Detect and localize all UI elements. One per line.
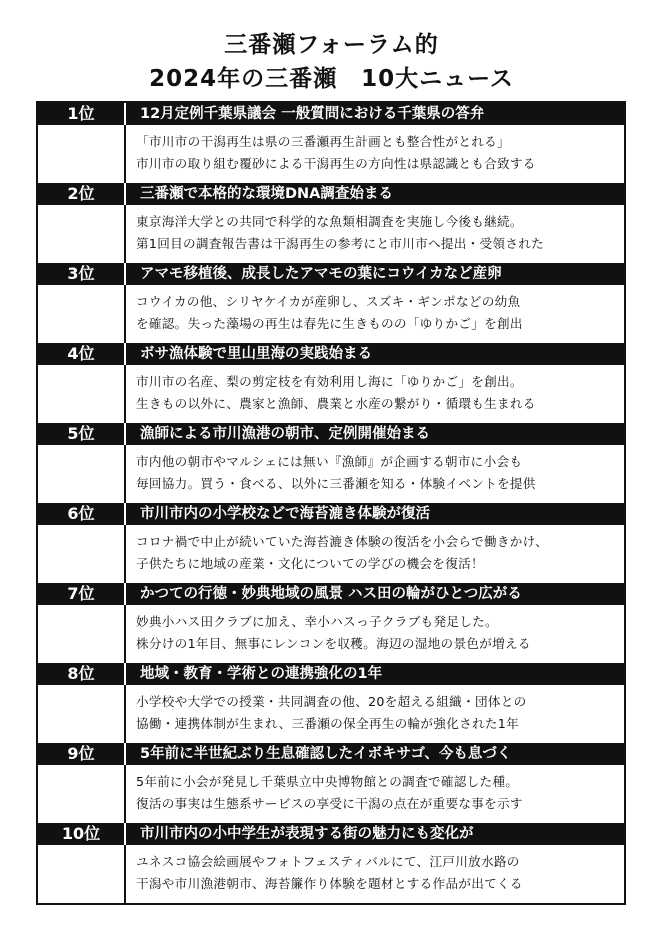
news-header [38,343,624,365]
news-body [38,605,624,663]
news-header [38,423,624,445]
rank-column [38,125,126,183]
news-headline: 漁師による市川漁港の朝市、定例開催始まる [140,426,430,442]
news-headline: かつての行徳・妙典地域の風景 ハス田の輪がひとつ広がる [140,586,522,602]
news-body [38,845,624,903]
description-line: 株分けの1年目、無事にレンコンを収穫。海辺の湿地の景色が増える [136,636,531,651]
news-headline: 5年前に半世紀ぶり生息確認したイボキサゴ、今も息づく [140,746,512,762]
news-description [126,445,624,503]
news-description [126,125,624,183]
news-body [38,125,624,183]
news-header [38,103,624,125]
rank-label: 1位 [38,103,126,125]
news-header [38,743,624,765]
page-title: 三番瀬フォーラム的 [224,32,439,58]
news-body [38,525,624,583]
news-body [38,685,624,743]
description-line: コウイカの他、シリヤケイカが産卵し、スズキ・ギンポなどの幼魚 [136,294,521,309]
news-item [38,343,624,423]
description-line: 生きもの以外に、農家と漁師、農業と水産の繋がり・循環も生まれる [136,396,536,411]
news-headline: 三番瀬で本格的な環境DNA調査始まる [140,186,393,202]
news-description [126,525,624,583]
rank-column [38,685,126,743]
rank-label: 2位 [38,183,126,205]
news-header [38,823,624,845]
news-header [38,663,624,685]
news-header [38,503,624,525]
rank-column [38,845,126,903]
description-line: 協働・連携体制が生まれ、三番瀬の保全再生の輪が強化された1年 [136,716,519,731]
news-header [38,263,624,285]
news-description [126,605,624,663]
description-line: 東京海洋大学との共同で科学的な魚類相調査を実施し今後も継続。 [136,214,523,229]
rank-label: 5位 [38,423,126,445]
news-header [38,183,624,205]
news-description [126,365,624,423]
rank-label: 3位 [38,263,126,285]
news-body [38,765,624,823]
news-description [126,205,624,263]
news-headline: 市川市内の小中学生が表現する街の魅力にも変化が [140,826,474,842]
description-line: 市川市の取り組む覆砂による干潟再生の方向性は県認識とも合致する [136,156,536,171]
rank-label: 4位 [38,343,126,365]
rank-column [38,285,126,343]
news-headline: ボサ漁体験で里山里海の実践始まる [140,346,372,362]
page-subtitle: 2024年の三番瀬 10大ニュース [149,66,514,92]
news-headline: 市川市内の小学校などで海苔漉き体験が復活 [140,506,430,522]
description-line: 妙典小ハス田クラブに加え、幸小ハスっ子クラブも発足した。 [136,614,498,629]
news-body [38,445,624,503]
description-line: 復活の事実は生態系サービスの享受に干潟の点在が重要な事を示す [136,796,523,811]
rank-column [38,445,126,503]
description-line: 小学校や大学での授業・共同調査の他、20を超える組織・団体との [136,694,527,709]
news-item [38,263,624,343]
news-item [38,583,624,663]
description-line: 「市川市の干潟再生は県の三番瀬再生計画とも整合性がとれる」 [136,134,510,149]
description-line: 毎回協力。買う・食べる、以外に三番瀬を知る・体験イベントを提供 [136,476,536,491]
rank-label: 8位 [38,663,126,685]
description-line: コロナ禍で中止が続いていた海苔漉き体験の復活を小会らで働きかけ、 [136,534,548,549]
description-line: 子供たちに地域の産業・文化についての学びの機会を復活！ [136,556,484,571]
description-line: 市川市の名産、梨の剪定枝を有効利用し海に「ゆりかご」を創出。 [136,374,523,389]
rank-column [38,605,126,663]
description-line: 5年前に小会が発見し千葉県立中央博物館との調査で確認した種。 [136,774,519,789]
news-item [38,423,624,503]
news-description [126,285,624,343]
news-item [38,823,624,903]
news-headline: アマモ移植後、成長したアマモの葉にコウイカなど産卵 [140,266,502,282]
news-headline: 12月定例千葉県議会 一般質問における千葉県の答弁 [140,106,485,122]
news-item [38,663,624,743]
rank-label: 7位 [38,583,126,605]
news-headline: 地域・教育・学術との連携強化の1年 [140,666,383,682]
rank-label: 10位 [38,823,126,845]
news-description [126,845,624,903]
news-body [38,365,624,423]
news-item [38,183,624,263]
news-body [38,285,624,343]
rank-column [38,205,126,263]
rank-label: 9位 [38,743,126,765]
rank-column [38,365,126,423]
description-line: 第1回目の調査報告書は干潟再生の参考にと市川市へ提出・受領された [136,236,545,251]
description-line: ユネスコ協会絵画展やフォトフェスティバルにて、江戸川放水路の [136,854,520,869]
news-description [126,685,624,743]
news-item [38,103,624,183]
news-list [36,101,626,905]
rank-column [38,525,126,583]
rank-label: 6位 [38,503,126,525]
news-description [126,765,624,823]
news-item [38,503,624,583]
rank-column [38,765,126,823]
description-line: を確認。失った藻場の再生は春先に生きものの「ゆりかご」を創出 [136,316,523,331]
description-line: 市内他の朝市やマルシェには無い『漁師』が企画する朝市に小会も [136,454,523,469]
news-header [38,583,624,605]
news-item [38,743,624,823]
news-body [38,205,624,263]
description-line: 干潟や市川漁港朝市、海苔簾作り体験を題材とする作品が出てくる [136,876,523,891]
